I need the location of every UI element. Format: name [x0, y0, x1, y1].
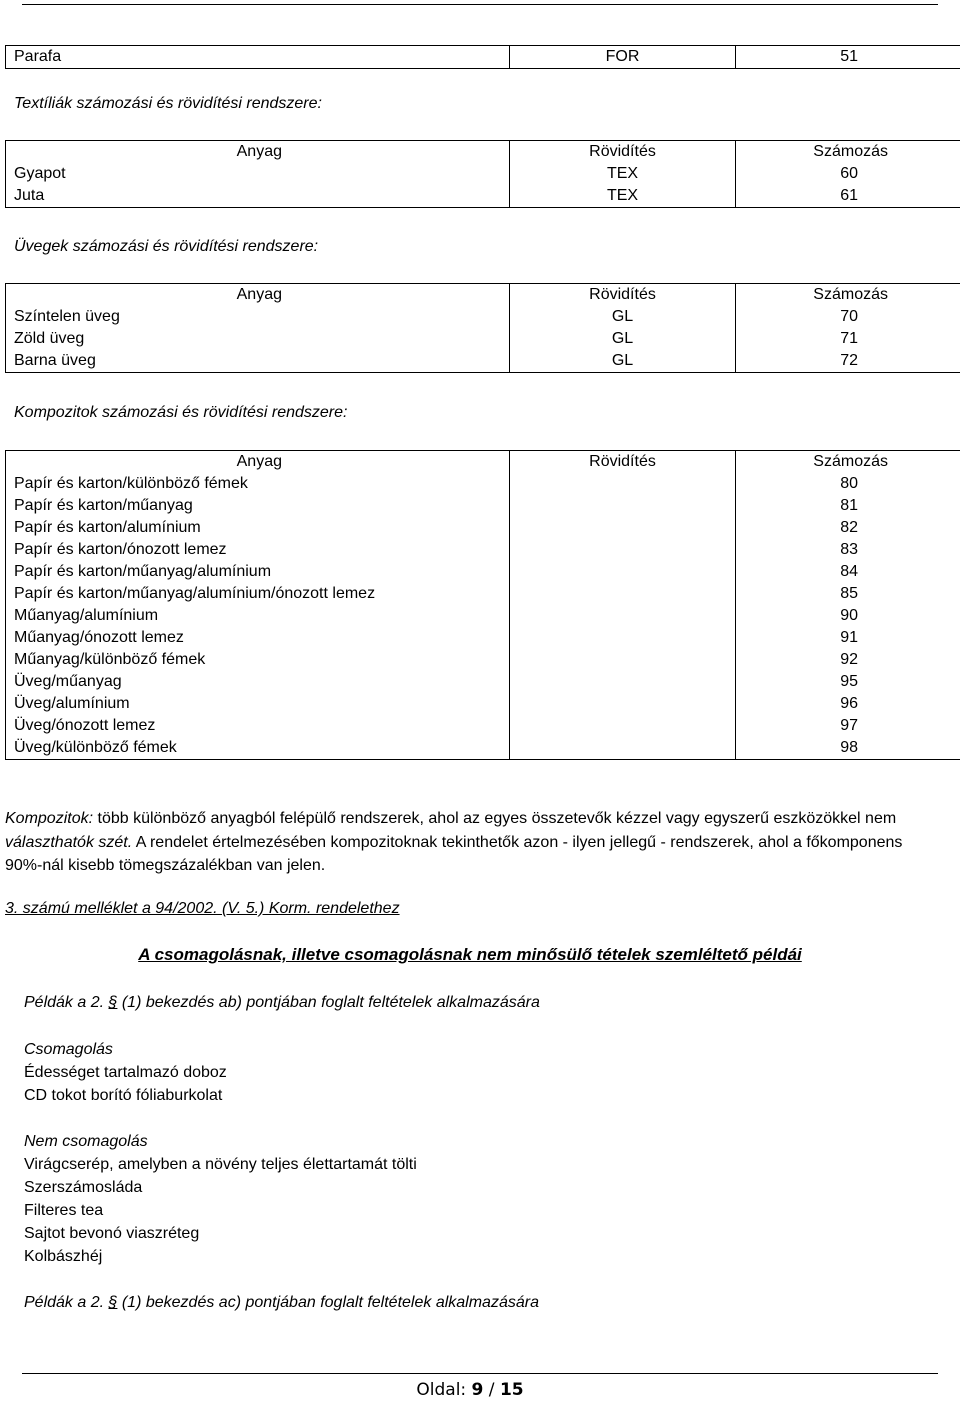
cell-szam: 83	[736, 539, 960, 561]
header-rovid: Rövidítés	[510, 451, 736, 474]
cell-szam: 51	[736, 46, 960, 69]
header-szam: Számozás	[736, 284, 960, 307]
cell-rovid: GL	[510, 306, 736, 328]
page-footer	[0, 1380, 940, 1400]
cell-szam: 91	[736, 627, 960, 649]
table-row	[6, 649, 960, 671]
cell-rovid	[510, 517, 736, 539]
cell-rovid	[510, 715, 736, 737]
header-szam: Számozás	[736, 451, 960, 474]
cell-rovid	[510, 605, 736, 627]
heading-post: (1) bekezdés ab) pontjában foglalt feltételek alkalmazására	[117, 994, 540, 1011]
cell-anyag: Üveg/különböző fémek	[6, 737, 510, 760]
definition-text-1: több különböző anyagból felépülő rendszerek, ahol az egyes összetevők kézzel vagy egyszerű eszközökkel nem	[93, 810, 897, 827]
uveg-table	[5, 283, 960, 373]
parafa-table	[5, 45, 960, 69]
footer-label: Oldal:	[416, 1380, 472, 1400]
table-row	[6, 163, 960, 185]
heading-pre: Példák a 2.	[24, 1294, 109, 1311]
cell-rovid: GL	[510, 328, 736, 350]
table-row	[6, 627, 960, 649]
annex-reference: 3. számú melléklet a 94/2002. (V. 5.) Korm. rendelethez	[5, 900, 400, 917]
cell-rovid	[510, 671, 736, 693]
cell-anyag: Üveg/műanyag	[6, 671, 510, 693]
list-item: Sajtot bevonó viaszréteg	[24, 1225, 200, 1242]
header-rovid: Rövidítés	[510, 284, 736, 307]
header-anyag: Anyag	[6, 141, 510, 164]
definition-term: Kompozitok:	[5, 810, 94, 827]
cell-anyag: Barna üveg	[6, 350, 510, 373]
footer-rule	[22, 1373, 938, 1374]
table-row	[6, 306, 960, 328]
cell-anyag: Műanyag/ónozott lemez	[6, 627, 510, 649]
cell-anyag: Papír és karton/különböző fémek	[6, 473, 510, 495]
table-row	[6, 46, 960, 69]
list-item: Kolbászhéj	[24, 1248, 103, 1265]
list-item: Szerszámosláda	[24, 1179, 143, 1196]
cell-anyag: Üveg/alumínium	[6, 693, 510, 715]
cell-rovid: FOR	[510, 46, 736, 69]
cell-anyag: Parafa	[6, 46, 510, 69]
table-header-row	[6, 141, 960, 164]
table-row	[6, 671, 960, 693]
table-row	[6, 561, 960, 583]
cell-anyag: Papír és karton/műanyag/alumínium/ónozott lemez	[6, 583, 510, 605]
cell-szam: 61	[736, 185, 960, 208]
cell-anyag: Zöld üveg	[6, 328, 510, 350]
footer-separator: /	[483, 1380, 500, 1400]
cell-szam: 98	[736, 737, 960, 760]
table-row	[6, 328, 960, 350]
cell-anyag: Színtelen üveg	[6, 306, 510, 328]
cell-rovid	[510, 627, 736, 649]
cell-rovid	[510, 649, 736, 671]
cell-szam: 95	[736, 671, 960, 693]
cell-anyag: Papír és karton/ónozott lemez	[6, 539, 510, 561]
cell-szam: 80	[736, 473, 960, 495]
packaging-label: Csomagolás	[24, 1041, 113, 1058]
cell-anyag: Papír és karton/alumínium	[6, 517, 510, 539]
textil-table	[5, 140, 960, 208]
cell-anyag: Juta	[6, 185, 510, 208]
list-item: Filteres tea	[24, 1202, 104, 1219]
cell-rovid	[510, 495, 736, 517]
cell-szam: 71	[736, 328, 960, 350]
kompozit-caption: Kompozitok számozási és rövidítési rendszere:	[14, 404, 348, 421]
header-rovid: Rövidítés	[510, 141, 736, 164]
definition-term-2: választhatók szét.	[5, 833, 133, 851]
kompozit-definition	[5, 807, 940, 878]
cell-anyag: Gyapot	[6, 163, 510, 185]
table-row	[6, 693, 960, 715]
cell-anyag: Műanyag/különböző fémek	[6, 649, 510, 671]
cell-szam: 85	[736, 583, 960, 605]
non-packaging-label: Nem csomagolás	[24, 1133, 148, 1150]
current-page: 9	[471, 1380, 484, 1400]
table-row	[6, 350, 960, 373]
cell-rovid	[510, 473, 736, 495]
table-row	[6, 737, 960, 760]
definition-text-2: A rendelet értelmezésében kompozitoknak tekinthetők azon - ilyen jellegű - rendszerek, ahol a főkomponens 90%-nál kisebb tömegszázalékban van jelen.	[5, 833, 903, 874]
cell-anyag: Papír és karton/műanyag/alumínium	[6, 561, 510, 583]
table-header-row	[6, 451, 960, 474]
top-rule	[22, 4, 938, 5]
cell-szam: 72	[736, 350, 960, 373]
cell-rovid	[510, 693, 736, 715]
cell-rovid	[510, 737, 736, 760]
section-title: A csomagolásnak, illetve csomagolásnak nem minősülő tételek szemléltető példái	[138, 945, 802, 964]
cell-rovid	[510, 561, 736, 583]
kompozit-table	[5, 450, 960, 760]
uveg-caption: Üvegek számozási és rövidítési rendszere:	[14, 238, 319, 255]
textil-caption: Textíliák számozási és rövidítési rendszere:	[14, 95, 322, 112]
examples-heading-ab	[24, 993, 540, 1013]
heading-pre: Példák a 2.	[24, 994, 109, 1011]
list-item: Édességet tartalmazó doboz	[24, 1064, 227, 1081]
cell-szam: 97	[736, 715, 960, 737]
cell-szam: 81	[736, 495, 960, 517]
cell-rovid: TEX	[510, 185, 736, 208]
cell-szam: 96	[736, 693, 960, 715]
header-anyag: Anyag	[6, 284, 510, 307]
cell-anyag: Üveg/ónozott lemez	[6, 715, 510, 737]
header-szam: Számozás	[736, 141, 960, 164]
paragraph-sign: §	[108, 994, 118, 1011]
cell-anyag: Papír és karton/műanyag	[6, 495, 510, 517]
cell-szam: 82	[736, 517, 960, 539]
cell-szam: 92	[736, 649, 960, 671]
cell-szam: 90	[736, 605, 960, 627]
examples-heading-ac	[24, 1293, 539, 1313]
table-row	[6, 605, 960, 627]
cell-anyag: Műanyag/alumínium	[6, 605, 510, 627]
table-row	[6, 473, 960, 495]
table-header-row	[6, 284, 960, 307]
table-row	[6, 185, 960, 208]
list-item: Virágcserép, amelyben a növény teljes élettartamát tölti	[24, 1156, 417, 1173]
table-row	[6, 517, 960, 539]
total-pages: 15	[499, 1380, 524, 1400]
table-row	[6, 539, 960, 561]
paragraph-sign: §	[108, 1294, 118, 1311]
table-row	[6, 583, 960, 605]
cell-rovid: TEX	[510, 163, 736, 185]
cell-szam: 70	[736, 306, 960, 328]
cell-rovid: GL	[510, 350, 736, 373]
header-anyag: Anyag	[6, 451, 510, 474]
list-item: CD tokot borító fóliaburkolat	[24, 1087, 223, 1104]
table-row	[6, 715, 960, 737]
cell-szam: 84	[736, 561, 960, 583]
cell-rovid	[510, 539, 736, 561]
cell-rovid	[510, 583, 736, 605]
cell-szam: 60	[736, 163, 960, 185]
heading-post: (1) bekezdés ac) pontjában foglalt feltételek alkalmazására	[117, 1294, 539, 1311]
table-row	[6, 495, 960, 517]
